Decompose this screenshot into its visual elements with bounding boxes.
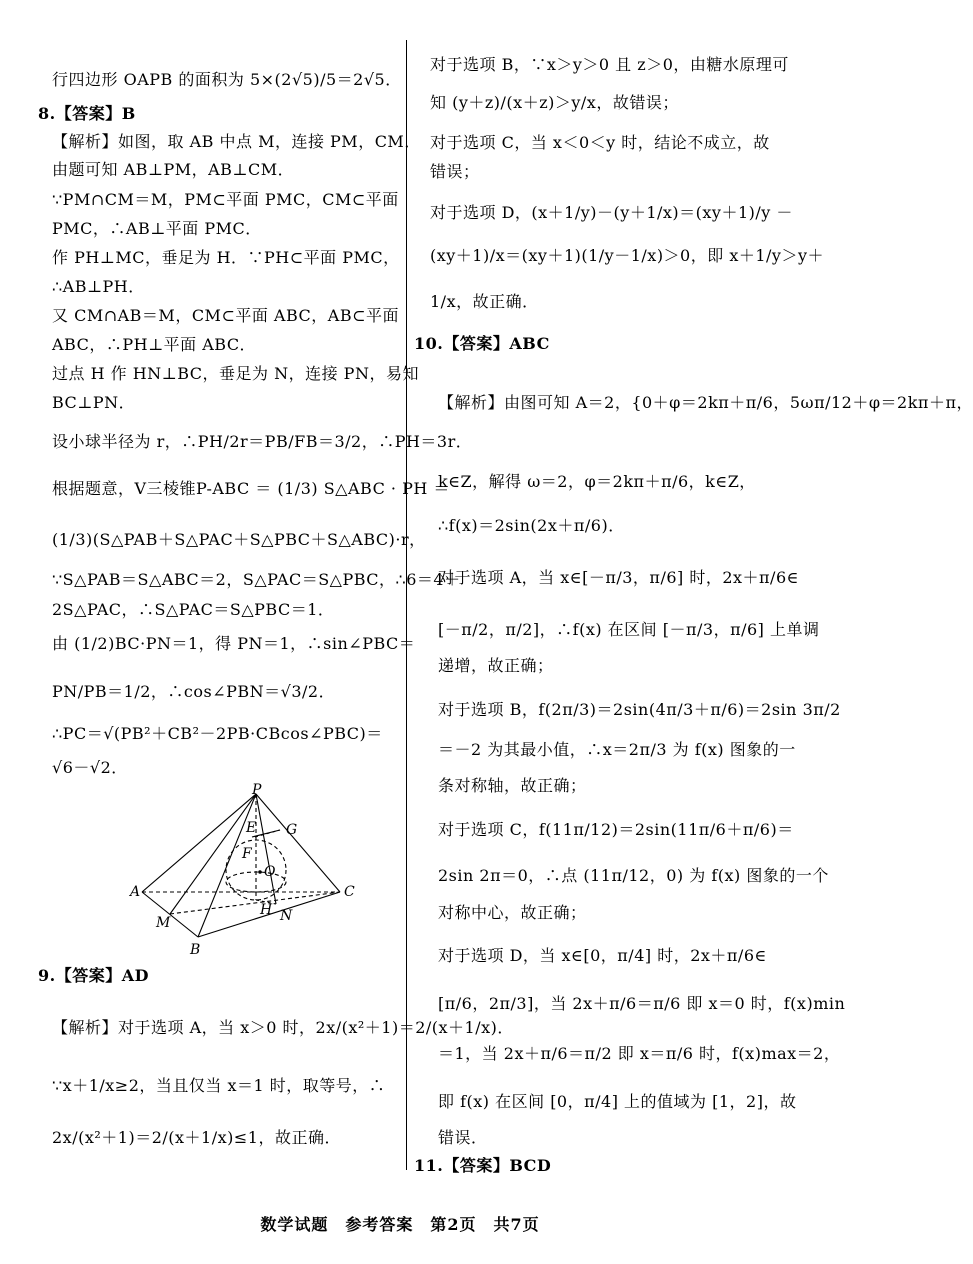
label-g: G bbox=[286, 822, 298, 838]
text-line: √6－√2． bbox=[52, 758, 128, 777]
text-line: 对于选项 C，当 x＜0＜y 时，结论不成立，故 bbox=[430, 133, 770, 152]
text-line: ABC，∴PH⊥平面 ABC． bbox=[52, 335, 257, 354]
text-line: [π/6，2π/3]，当 2x＋π/6＝π/6 即 x＝0 时，f(x)min bbox=[438, 994, 846, 1013]
text-line: 条对称轴，故正确； bbox=[438, 776, 587, 795]
label-a: A bbox=[130, 884, 141, 900]
answer-heading-11: 11.【答案】BCD bbox=[414, 1156, 552, 1175]
text-line: 对称中心，故正确； bbox=[438, 903, 587, 922]
text-line: 对于选项 B，∵x＞y＞0 且 z＞0，由糖水原理可 bbox=[430, 55, 789, 74]
column-divider bbox=[406, 40, 407, 1170]
answer-heading-9: 9.【答案】AD bbox=[38, 966, 149, 985]
text-line: 错误； bbox=[430, 162, 480, 181]
text-line: ＝1，当 2x＋π/6＝π/2 即 x＝π/6 时，f(x)max＝2， bbox=[438, 1044, 841, 1063]
text-line: BC⊥PN． bbox=[52, 393, 136, 412]
center-point-o bbox=[258, 870, 262, 874]
text-line: 2sin 2π＝0，∴点 (11π/12，0) 为 f(x) 图象的一个 bbox=[438, 866, 829, 885]
text-line: 2S△PAC，∴S△PAC＝S△PBC＝1． bbox=[52, 600, 335, 619]
text-line: 过点 H 作 HN⊥BC，垂足为 N，连接 PN，易知 bbox=[52, 364, 419, 383]
text-line: 递增，故正确； bbox=[438, 656, 554, 675]
text-line: 1/x，故正确． bbox=[430, 292, 539, 311]
text-line: 对于选项 A，当 x∈[－π/3，π/6] 时，2x＋π/6∈ bbox=[438, 568, 799, 587]
text-line: 作 PH⊥MC，垂足为 H．∵PH⊂平面 PMC， bbox=[52, 248, 400, 267]
text-line: 由题可知 AB⊥PM，AB⊥CM． bbox=[52, 160, 295, 179]
text-line: 行四边形 OAPB 的面积为 5×(2√5)/5＝2√5． bbox=[52, 70, 402, 89]
text-line: ∴AB⊥PH． bbox=[52, 277, 145, 296]
text-line: 对于选项 C，f(11π/12)＝2sin(11π/6＋π/6)＝ bbox=[438, 820, 794, 839]
label-p: P bbox=[252, 782, 262, 798]
label-h: H bbox=[260, 902, 273, 918]
text-line: 知 (y＋z)/(x＋z)＞y/x，故错误； bbox=[430, 93, 679, 112]
text-line: 对于选项 D，(x＋1/y)－(y＋1/x)＝(xy＋1)/y － bbox=[430, 203, 793, 222]
label-b: B bbox=[190, 942, 201, 958]
text-line: ∵S△PAB＝S△ABC＝2，S△PAC＝S△PBC，∴6＝4＋ bbox=[52, 570, 461, 589]
line-pn bbox=[256, 794, 276, 904]
text-line: PN/PB＝1/2，∴cos∠PBN＝√3/2． bbox=[52, 682, 336, 701]
text-line: 根据题意，V三棱锥P-ABC ＝ (1/3) S△ABC · PH ＝ bbox=[52, 479, 450, 498]
text-line: PMC，∴AB⊥平面 PMC． bbox=[52, 219, 262, 238]
text-line: ∵x＋1/x≥2，当且仅当 x＝1 时，取等号，∴ bbox=[52, 1076, 386, 1095]
text-line: 由 (1/2)BC·PN＝1，得 PN＝1，∴sin∠PBC＝ bbox=[52, 634, 416, 653]
text-line: k∈Z，解得 ω＝2，φ＝2kπ＋π/6，k∈Z， bbox=[438, 472, 756, 491]
line-mc bbox=[170, 892, 340, 914]
answer-heading-10: 10.【答案】ABC bbox=[414, 334, 550, 353]
edge-pa bbox=[142, 794, 256, 892]
geometry-figure bbox=[130, 782, 360, 962]
label-n: N bbox=[280, 908, 293, 924]
text-line: [－π/2，π/2]，∴f(x) 在区间 [－π/3，π/6] 上单调 bbox=[438, 620, 820, 639]
answer-heading-8: 8.【答案】B bbox=[38, 104, 136, 123]
text-line: 又 CM∩AB＝M，CM⊂平面 ABC，AB⊂平面 bbox=[52, 306, 400, 325]
edge-pb bbox=[198, 794, 256, 937]
text-line: 【解析】由图可知 A＝2，{0＋φ＝2kπ＋π/6，5ωπ/12＋φ＝2kπ＋π， bbox=[438, 393, 973, 412]
text-line: 【解析】对于选项 A，当 x＞0 时，2x/(x²＋1)＝2/(x＋1/x)． bbox=[52, 1018, 514, 1037]
text-line: 【解析】如图，取 AB 中点 M，连接 PM，CM． bbox=[52, 132, 421, 151]
text-line: 对于选项 B，f(2π/3)＝2sin(4π/3＋π/6)＝2sin 3π/2 bbox=[438, 700, 841, 719]
text-line: 即 f(x) 在区间 [0，π/4] 上的值域为 [1，2]，故 bbox=[438, 1092, 797, 1111]
text-line: ∴PC＝√(PB²＋CB²－2PB·CBcos∠PBC)＝ bbox=[52, 724, 383, 743]
text-line: 2x/(x²＋1)＝2/(x＋1/x)≤1，故正确． bbox=[52, 1128, 341, 1147]
text-line: ＝－2 为其最小值，∴x＝2π/3 为 f(x) 图象的一 bbox=[438, 740, 796, 759]
page-footer: 数学试题 参考答案 第2页 共7页 bbox=[260, 1215, 540, 1234]
text-line: 对于选项 D，当 x∈[0，π/4] 时，2x＋π/6∈ bbox=[438, 946, 767, 965]
label-c: C bbox=[344, 884, 355, 900]
text-line: ∴f(x)＝2sin(2x＋π/6)． bbox=[438, 516, 625, 535]
label-o: O bbox=[264, 864, 276, 880]
text-line: ∵PM∩CM＝M，PM⊂平面 PMC，CM⊂平面 bbox=[52, 190, 399, 209]
label-m: M bbox=[156, 915, 171, 931]
text-line: (1/3)(S△PAB＋S△PAC＋S△PBC＋S△ABC)·r， bbox=[52, 530, 426, 549]
label-f: F bbox=[242, 846, 252, 862]
sphere-outline bbox=[226, 840, 286, 900]
text-line: 错误． bbox=[438, 1128, 488, 1147]
text-line: (xy＋1)/x＝(xy＋1)(1/y－1/x)＞0，即 x＋1/y＞y＋ bbox=[430, 246, 824, 265]
text-line: 设小球半径为 r，∴PH/2r＝PB/FB＝3/2，∴PH＝3r． bbox=[52, 432, 473, 451]
label-e: E bbox=[246, 820, 257, 836]
